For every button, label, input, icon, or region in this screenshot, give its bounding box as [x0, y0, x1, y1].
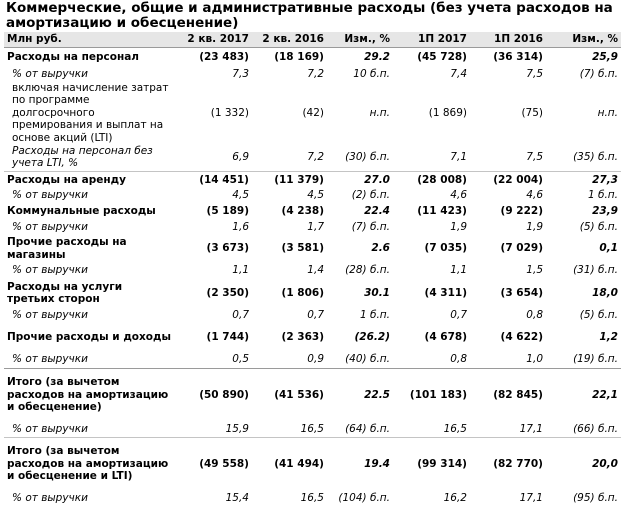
cell-q-change: 2.6 [371, 242, 390, 255]
cell-q2-2016: (42) [302, 106, 324, 119]
cell-q-change: 10 б.п. [353, 67, 390, 80]
cell-h1-2017: 1,9 [450, 221, 467, 234]
cell-q-change: 1 б.п. [359, 308, 390, 321]
column-header-q-change: Изм., % [327, 32, 393, 48]
table-row [4, 351, 621, 368]
cell-h-change: 27,3 [592, 173, 618, 186]
cell-q2-2016: (41 536) [252, 368, 327, 421]
cell-q2-2017: (1 332) [210, 106, 249, 119]
column-header-q2-2016: 2 кв. 2016 [252, 32, 327, 48]
cell-q2-2016: (11 379) [274, 173, 324, 186]
cell-h-change: (19) б.п. [573, 353, 618, 365]
cell-q-change: 29.2 [364, 51, 390, 63]
cell-h-change: 22,1 [546, 368, 621, 421]
cell-q2-2016: (2 363) [281, 330, 324, 343]
cell-h1-2017: (28 008) [417, 173, 467, 186]
row-label: Итого (за вычетом расходов на амортизацию и обесценение и LTI) [7, 445, 169, 482]
cell-h1-2016: 17,1 [470, 421, 546, 437]
table-row [4, 421, 621, 437]
row-label: Расходы на услуги третьих сторон [7, 280, 123, 305]
cell-q2-2016: 1,4 [307, 264, 324, 277]
cell-h-change: (31) б.п. [573, 264, 618, 277]
cell-h1-2017: (101 183) [393, 368, 470, 421]
table-header-row [4, 32, 621, 48]
cell-q2-2017: (5 189) [206, 205, 249, 218]
cell-h1-2016: 1,9 [526, 221, 543, 234]
cell-q-change: 27.0 [364, 173, 390, 186]
cell-q2-2017: 4,5 [232, 189, 249, 202]
cell-h1-2016: (7 029) [500, 242, 543, 255]
cell-q2-2017: (49 558) [199, 457, 249, 470]
cell-h-change: 0,1 [599, 242, 618, 255]
page-title: Коммерческие, общие и административные расходы (без учета расходов на амортизацию и обесценение) [6, 0, 613, 31]
cell-h-change: н.п. [597, 106, 618, 119]
cell-q2-2017: 0,5 [232, 353, 249, 365]
cell-h1-2017: 0,8 [450, 353, 467, 365]
cell-q2-2016: (4 238) [281, 205, 324, 218]
expenses-table [4, 32, 621, 506]
cell-h1-2016: 7,5 [470, 144, 546, 171]
table-row [4, 235, 621, 262]
cell-q-change: (104) б.п. [338, 491, 390, 504]
cell-q2-2017: (23 483) [199, 51, 249, 63]
row-label: % от выручки [12, 264, 88, 277]
cell-h1-2016: (3 654) [500, 286, 543, 299]
cell-q2-2017: (50 890) [175, 368, 252, 421]
cell-q2-2016: 1,7 [307, 221, 324, 234]
cell-q2-2017: (14 451) [199, 173, 249, 186]
cell-q2-2016: (41 494) [274, 457, 324, 470]
cell-h1-2017: (7 035) [424, 242, 467, 255]
cell-q2-2017: (3 673) [206, 242, 249, 255]
cell-h1-2016: 7,5 [526, 67, 543, 80]
row-label: % от выручки [12, 189, 88, 202]
cell-q2-2016: 7,2 [307, 67, 324, 80]
cell-q-change: (64) б.п. [327, 421, 393, 437]
table-row [4, 67, 621, 82]
cell-h1-2017: 7,4 [450, 67, 467, 80]
table-row [4, 323, 621, 351]
cell-h-change: (66) б.п. [546, 421, 621, 437]
cell-h-change: (5) б.п. [579, 221, 618, 234]
cell-h1-2016: 1,5 [526, 264, 543, 277]
cell-h-change: 1,2 [599, 330, 618, 343]
cell-q-change: (28) б.п. [345, 264, 390, 277]
cell-h1-2017: 7,1 [393, 144, 470, 171]
row-label: Прочие расходы на магазины [7, 236, 127, 261]
cell-h-change: (95) б.п. [573, 491, 618, 504]
cell-h1-2016: (36 314) [493, 51, 543, 63]
row-label: Итого (за вычетом расходов на амортизацию и обесценение) [4, 368, 175, 421]
row-label: % от выручки [4, 421, 175, 437]
cell-h1-2017: (99 314) [417, 457, 467, 470]
cell-h1-2016: 17,1 [519, 491, 543, 504]
column-header-h1-2016: 1П 2016 [470, 32, 546, 48]
cell-q2-2016: 0,7 [307, 308, 324, 321]
cell-q2-2016: 16,5 [252, 421, 327, 437]
column-header-q2-2017: 2 кв. 2017 [175, 32, 252, 48]
column-header-label: Млн руб. [4, 32, 175, 48]
cell-h1-2017: (11 423) [417, 205, 467, 218]
cell-h1-2017: 16,5 [393, 421, 470, 437]
table-row [4, 307, 621, 323]
row-label: Расходы на персонал без учета LTI, % [4, 144, 175, 171]
cell-q2-2016: (3 581) [281, 242, 324, 255]
row-label: % от выручки [12, 221, 88, 234]
cell-q-change: 22.4 [364, 205, 390, 218]
cell-q-change: 19.4 [364, 457, 390, 470]
table-row [4, 490, 621, 506]
cell-h1-2016: (22 004) [493, 173, 543, 186]
cell-q-change: н.п. [369, 106, 390, 119]
cell-q2-2017: 1,6 [232, 221, 249, 234]
row-label: % от выручки [12, 491, 88, 504]
cell-h-change: (5) б.п. [579, 308, 618, 321]
cell-h1-2016: (4 622) [500, 330, 543, 343]
cell-q-change: (40) б.п. [345, 353, 390, 365]
cell-h1-2016: 4,6 [526, 189, 543, 202]
table-row [4, 188, 621, 203]
cell-h-change: 23,9 [592, 205, 618, 218]
cell-q2-2017: 6,9 [175, 144, 252, 171]
cell-q2-2016: 4,5 [307, 189, 324, 202]
cell-q-change: (30) б.п. [327, 144, 393, 171]
column-header-h-change: Изм., % [546, 32, 621, 48]
table-row [4, 279, 621, 307]
cell-q2-2017: 15,9 [175, 421, 252, 437]
row-label: Прочие расходы и доходы [7, 330, 171, 343]
cell-h-change: (35) б.п. [546, 144, 621, 171]
cell-h1-2016: (9 222) [500, 205, 543, 218]
cell-q2-2016: 0,9 [307, 353, 324, 365]
row-label: Коммунальные расходы [7, 205, 156, 218]
table-row [4, 220, 621, 235]
row-label: % от выручки [12, 308, 88, 321]
cell-h1-2017: (1 869) [428, 106, 467, 119]
cell-h1-2017: 1,1 [450, 264, 467, 277]
cell-h1-2016: 0,8 [526, 308, 543, 321]
cell-h-change: 25,9 [592, 51, 618, 63]
cell-q2-2017: (2 350) [206, 286, 249, 299]
cell-q-change: (2) б.п. [351, 189, 390, 202]
cell-q2-2016: 7,2 [252, 144, 327, 171]
table-row [4, 368, 621, 421]
table-row [4, 171, 621, 188]
table-row [4, 262, 621, 279]
cell-h1-2017: 4,6 [450, 189, 467, 202]
cell-q2-2017: 15,4 [225, 491, 249, 504]
row-label: % от выручки [12, 353, 88, 365]
cell-h-change: 1 б.п. [587, 189, 618, 202]
cell-q2-2016: (18 169) [274, 51, 324, 63]
cell-q2-2017: (1 744) [206, 330, 249, 343]
cell-h1-2016: (82 770) [493, 457, 543, 470]
cell-h-change: (7) б.п. [579, 67, 618, 80]
cell-h1-2017: (45 728) [417, 51, 467, 63]
cell-q2-2016: 16,5 [300, 491, 324, 504]
cell-h1-2016: 1,0 [526, 353, 543, 365]
cell-h-change: 20,0 [592, 457, 618, 470]
cell-h1-2016: (75) [521, 106, 543, 119]
cell-q-change: (26.2) [354, 330, 390, 343]
row-label: Расходы на аренду [7, 173, 126, 186]
table-row [4, 203, 621, 220]
cell-h1-2016: (82 845) [470, 368, 546, 421]
row-label: % от выручки [12, 67, 88, 80]
cell-q2-2017: 0,7 [232, 308, 249, 321]
cell-q-change: 22.5 [327, 368, 393, 421]
cell-q-change: (7) б.п. [351, 221, 390, 234]
column-header-h1-2017: 1П 2017 [393, 32, 470, 48]
cell-h-change: 18,0 [592, 286, 618, 299]
cell-q-change: 30.1 [364, 286, 390, 299]
table-row [4, 437, 621, 490]
table-row [4, 48, 621, 67]
table-row [4, 82, 621, 145]
cell-q2-2017: 7,3 [232, 67, 249, 80]
row-label: Расходы на персонал [7, 51, 139, 63]
cell-h1-2017: (4 678) [424, 330, 467, 343]
cell-q2-2016: (1 806) [281, 286, 324, 299]
cell-q2-2017: 1,1 [232, 264, 249, 277]
cell-h1-2017: (4 311) [424, 286, 467, 299]
table-row [4, 144, 621, 171]
cell-h1-2017: 0,7 [450, 308, 467, 321]
cell-h1-2017: 16,2 [443, 491, 467, 504]
row-label: включая начисление затрат по программе долгосрочного премирования и выплат на основе акций (LTI) [12, 81, 169, 144]
